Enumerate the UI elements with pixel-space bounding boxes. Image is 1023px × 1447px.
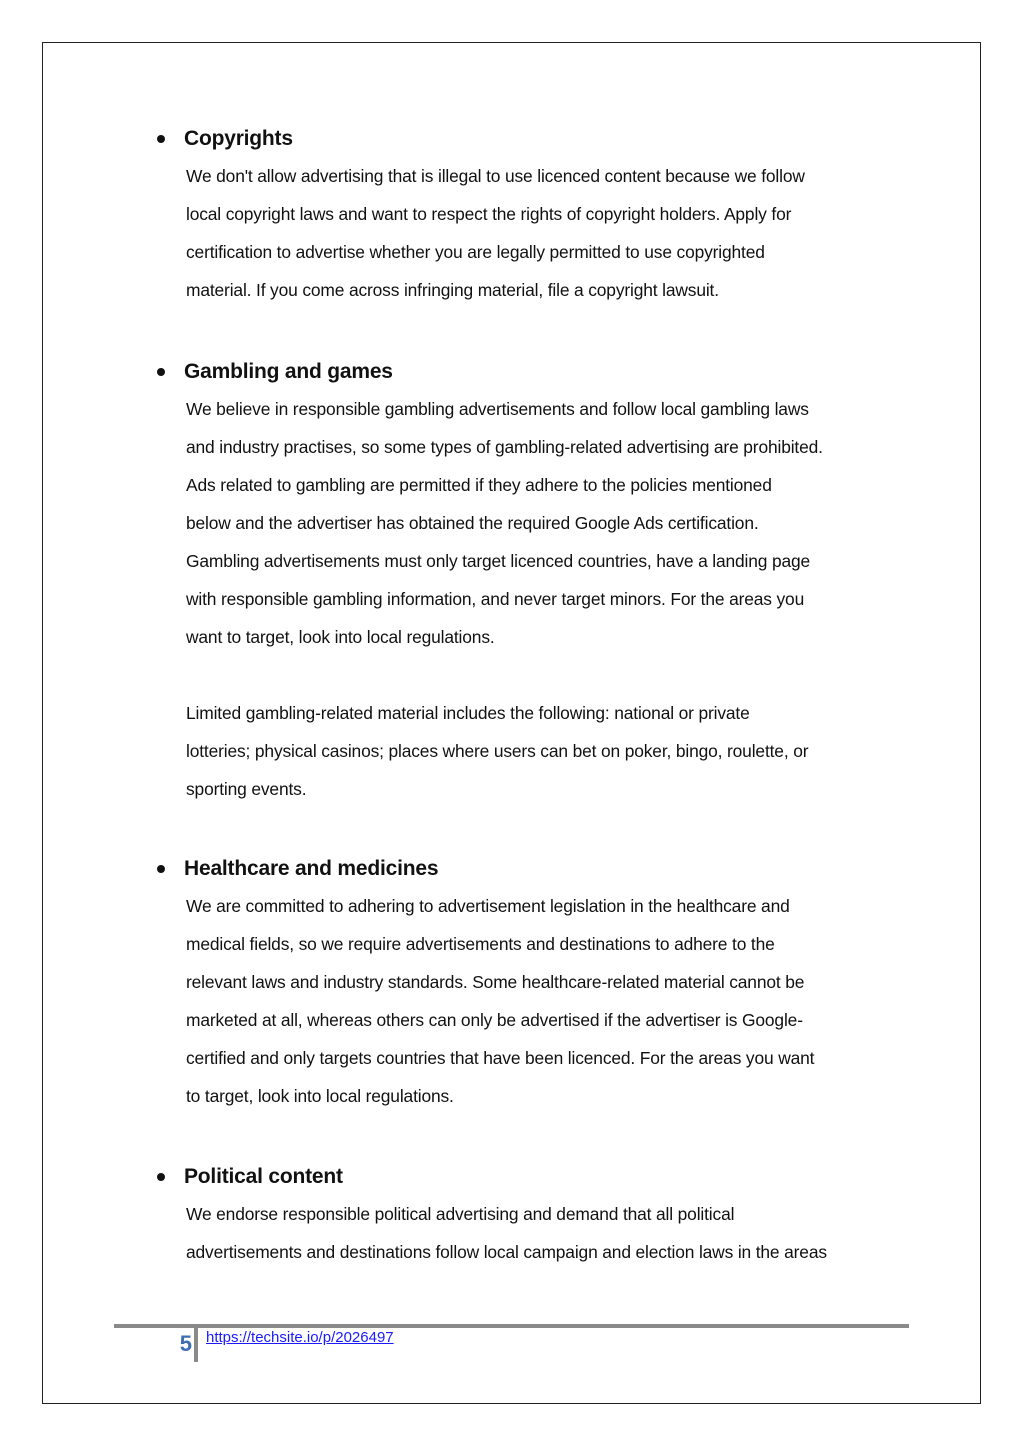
footer-rule	[114, 1324, 909, 1328]
text-line: Ads related to gambling are permitted if they adhere to the policies mentioned	[186, 475, 772, 495]
footer-url-link[interactable]: https://techsite.io/p/2026497	[206, 1329, 394, 1346]
section-heading: Healthcare and medicines	[184, 857, 439, 880]
section-healthcare-and-medicines	[155, 854, 915, 1115]
section-heading-row	[155, 1162, 915, 1192]
section-heading-row	[155, 854, 915, 884]
text-line: Gambling advertisements must only target licenced countries, have a landing page	[186, 551, 811, 571]
text-line: relevant laws and industry standards. Some healthcare-related material cannot be	[186, 972, 805, 992]
text-line: lotteries; physical casinos; places where users can bet on poker, bingo, roulette, or	[186, 741, 809, 761]
text-line: marketed at all, whereas others can only be advertised if the advertiser is Google-	[186, 1010, 803, 1030]
section-copyrights	[155, 124, 915, 309]
section-heading: Copyrights	[184, 127, 293, 150]
section-heading: Gambling and games	[184, 360, 393, 383]
section-heading-row	[155, 124, 915, 154]
footer-divider	[194, 1328, 198, 1362]
text-line: below and the advertiser has obtained the required Google Ads certification.	[186, 513, 759, 533]
text-line: We don't allow advertising that is illegal to use licenced content because we follow	[186, 166, 805, 186]
page-number: 5	[179, 1331, 192, 1356]
text-line: advertisements and destinations follow local campaign and election laws in the areas	[186, 1242, 827, 1262]
text-line: with responsible gambling information, and never target minors. For the areas you	[186, 589, 805, 609]
section-heading: Political content	[184, 1165, 343, 1188]
text-line: want to target, look into local regulations.	[186, 627, 495, 647]
text-line: We believe in responsible gambling advertisements and follow local gambling laws	[186, 399, 809, 419]
section-paragraph	[155, 694, 915, 808]
text-line: Limited gambling-related material includes the following: national or private	[186, 703, 750, 723]
text-line: to target, look into local regulations.	[186, 1086, 454, 1106]
text-line: We endorse responsible political advertising and demand that all political	[186, 1204, 735, 1224]
section-political-content	[155, 1162, 915, 1271]
section-heading-row	[155, 357, 915, 387]
text-line: certified and only targets countries that have been licenced. For the areas you want	[186, 1048, 815, 1068]
section-paragraph	[155, 390, 915, 656]
text-line: We are committed to adhering to advertisement legislation in the healthcare and	[186, 896, 790, 916]
section-paragraph	[155, 887, 915, 1115]
bullet-icon	[157, 1173, 165, 1181]
text-line: material. If you come across infringing material, file a copyright lawsuit.	[186, 280, 719, 300]
section-paragraph	[155, 157, 915, 309]
bullet-icon	[157, 135, 165, 143]
section-gambling-and-games	[155, 357, 915, 808]
bullet-icon	[157, 865, 165, 873]
section-paragraph	[155, 1195, 915, 1271]
text-line: sporting events.	[186, 779, 307, 799]
bullet-icon	[157, 368, 165, 376]
text-line: and industry practises, so some types of gambling-related advertising are prohibited.	[186, 437, 823, 457]
text-line: local copyright laws and want to respect the rights of copyright holders. Apply for	[186, 204, 792, 224]
text-line: medical fields, so we require advertisements and destinations to adhere to the	[186, 934, 775, 954]
text-line: certification to advertise whether you are legally permitted to use copyrighted	[186, 242, 765, 262]
